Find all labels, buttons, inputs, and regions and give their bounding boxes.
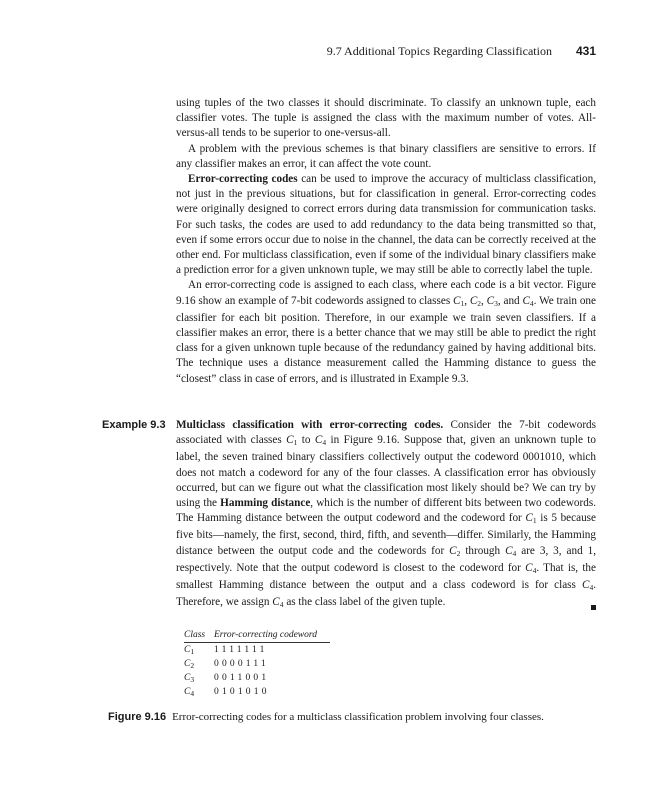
table-row: $C_4$ 0101010: [184, 686, 270, 698]
term-hamming-distance: Hamming distance: [220, 497, 311, 510]
codeword-table: [184, 630, 330, 699]
example-block: Example 9.3 Multiclass classification with error-correcting codes. Consider the 7-bit codewords associated with classes $C_1$ to $C_4$ in Figure 9.16. Suppose that, given an unknown tuple to label, the seven trained binary classifiers collectively output the codeword 0001010, which does not match a codeword for any of the four classes. A classification error has obviously occurred, but can we figure out what the classification most likely should be? We can try by using the Hamming distance, which is the number of different bits between two codewords. The Hamming distance between the output codeword and the codeword for $C_1$ is 5 because five bits—namely, the first, second, third, fifth, and seventh—differ. Similarly, the Hamming distance between the output code and the codewords for $C_2$ through $C_4$ are 3, 3, and 1, respectively. Note that the output codeword is closest to the codeword for $C_4$. That is, the smallest Hamming distance between the output and a class codeword is for class $C_4$. Therefore, we assign $C_4$ as the class label of the given tuple.: [102, 419, 597, 610]
column-header-class: Class: [184, 630, 206, 640]
codeword: 0000111: [214, 659, 269, 669]
example-label: Example 9.3: [102, 419, 166, 431]
paragraph: A problem with the previous schemes is that binary classifiers are sensitive to errors. If any classifier makes an error, it can affect the vote count.: [176, 142, 596, 170]
section-title: 9.7 Additional Topics Regarding Classification: [326, 44, 552, 58]
caption-text: Error-correcting codes for a multiclass classification problem involving four classes.: [172, 711, 544, 723]
column-header-codeword: Error-correcting codeword: [214, 630, 317, 640]
codeword: 1111111: [214, 645, 268, 655]
table-row: $C_3$ 0011001: [184, 672, 270, 684]
example-title: Multiclass classification with error-correcting codes.: [176, 419, 444, 431]
body-text: [176, 96, 596, 387]
paragraph: Error-correcting codes can be used to improve the accuracy of multiclass classification, not just in the previous situations, but for classification in general. Error-correcting codes were originally designed to correct errors during data transmission for communication tasks. For such tasks, the codes are used to add redundancy to the data being transmitted so that, even if some errors occur due to noise in the channel, the data can be correctly received at the other end. For multiclass classification, even if some of the individual binary classifiers make a prediction error for a given unknown tuple, we may still be able to correctly label the tuple.: [176, 173, 596, 277]
table-row: $C_1$ 1111111: [184, 644, 268, 656]
page-number: 431: [575, 44, 596, 58]
codeword: 0101010: [214, 687, 270, 697]
paragraph: using tuples of the two classes it should discriminate. To classify an unknown tuple, each classifier votes. The tuple is assigned the class with the maximum number of votes. All-versus-all tends to be superior to one-versus-all.: [176, 97, 596, 140]
figure-label: Figure 9.16: [108, 711, 167, 723]
figure-caption: [108, 711, 608, 723]
paragraph: An error-correcting code is assigned to each class, where each code is a bit vector. Figure 9.16 show an example of 7-bit codewords assigned to classes $C_1$, $C_2$, $C_3$, and $C_4$. We train one classifier for each bit position. Therefore, in our example we train seven classifiers. If a classifier makes an error, there is a better chance that we may still be able to predict the right class for a given unknown tuple because of the redundancy gained by having additional bits. The technique uses a distance measurement called the Hamming distance to guess the “closest” class in case of errors, and is illustrated in Example 9.3.: [176, 279, 596, 385]
table-header: [184, 630, 330, 643]
table-row: $C_2$ 0000111: [184, 658, 269, 670]
codeword: 0011001: [214, 673, 270, 683]
term-error-correcting-codes: Error-correcting codes: [188, 173, 298, 186]
end-of-example-mark: [591, 605, 596, 610]
running-header: [176, 44, 596, 62]
